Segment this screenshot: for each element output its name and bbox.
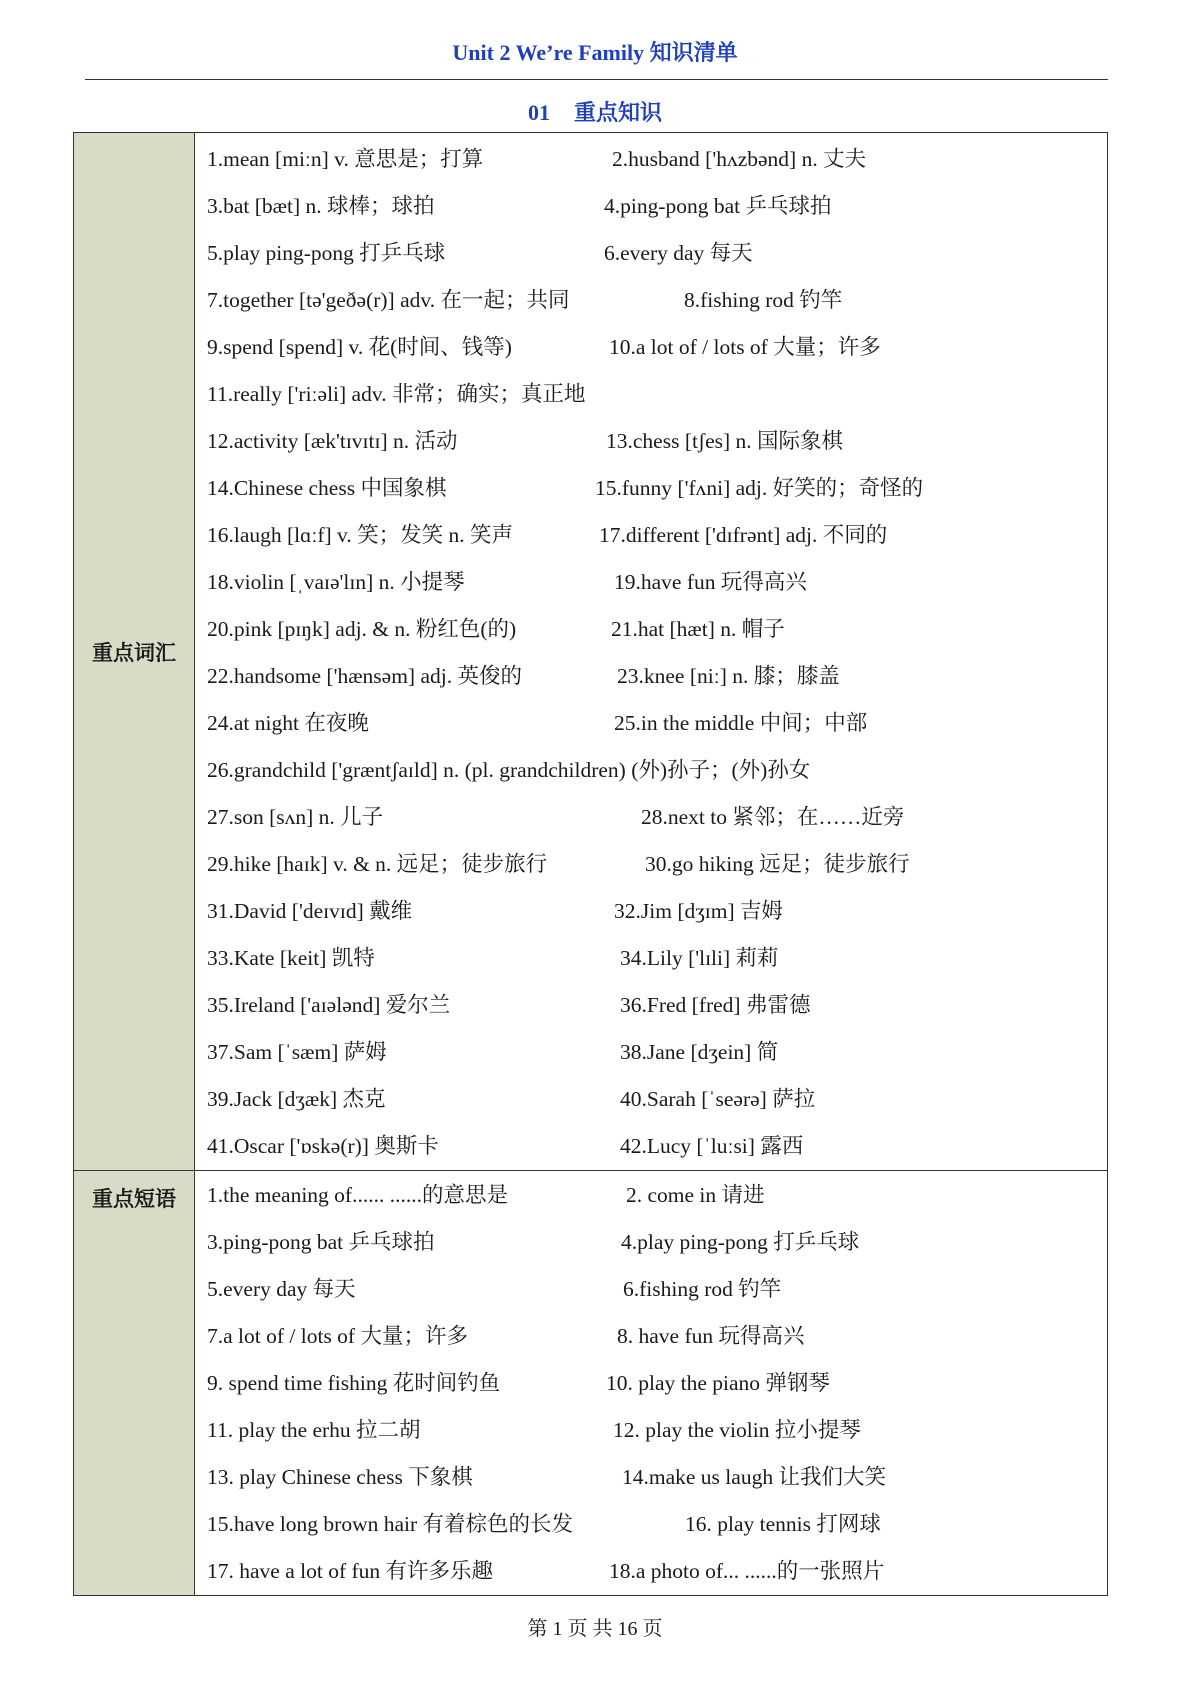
vocab-row (195, 418, 1107, 465)
phrase-row (195, 1313, 1107, 1360)
phrase-item: 14.make us laugh 让我们大笑 (622, 1465, 886, 1489)
vocab-item: 18.violin [ˌvaɪə'lɪn] n. 小提琴 (207, 570, 465, 594)
vocab-row (195, 324, 1107, 371)
vocab-item: 42.Lucy [ˈluːsi] 露西 (620, 1134, 804, 1158)
vocab-item: 13.chess [tʃes] n. 国际象棋 (606, 429, 844, 453)
vocab-item: 22.handsome ['hænsəm] adj. 英俊的 (207, 664, 522, 688)
vocab-item: 10.a lot of / lots of 大量；许多 (609, 335, 881, 359)
vocab-item: 26.grandchild ['græntʃaɪld] n. (pl. grandchildren) (外)孙子；(外)孙女 (207, 758, 811, 782)
phrase-row (195, 1172, 1107, 1219)
vocab-row (195, 982, 1107, 1029)
vocab-item: 37.Sam [ˈsæm] 萨姆 (207, 1040, 387, 1064)
vocab-item: 29.hike [haɪk] v. & n. 远足；徒步旅行 (207, 852, 548, 876)
section-title: 重点知识 (573, 100, 662, 125)
section-heading (0, 96, 1190, 127)
page-number-footer: 第 1 页 共 16 页 (527, 1618, 663, 1640)
vocab-row (195, 277, 1107, 324)
phrase-row (195, 1219, 1107, 1266)
vocab-item: 41.Oscar ['ɒskə(r)] 奥斯卡 (207, 1134, 439, 1158)
vocab-row (195, 700, 1107, 747)
vocab-row (195, 841, 1107, 888)
phrase-item: 3.ping-pong bat 乒乓球拍 (207, 1230, 435, 1254)
phrase-row (195, 1407, 1107, 1454)
vocab-row (195, 1123, 1107, 1170)
vocab-row (195, 794, 1107, 841)
vocab-row (195, 653, 1107, 700)
phrase-item: 7.a lot of / lots of 大量；许多 (207, 1324, 468, 1348)
vocab-row (195, 935, 1107, 982)
vocab-item: 3.bat [bæt] n. 球棒；球拍 (207, 194, 435, 218)
vocab-item: 31.David ['deɪvɪd] 戴维 (207, 899, 413, 923)
phrase-item: 18.a photo of... ......的一张照片 (609, 1559, 885, 1583)
phrase-item: 12. play the violin 拉小提琴 (613, 1418, 861, 1442)
vocab-item: 30.go hiking 远足；徒步旅行 (645, 852, 910, 876)
section-number: 01 (527, 100, 550, 125)
vocab-item: 1.mean [miːn] v. 意思是；打算 (207, 147, 484, 171)
vocab-item: 38.Jane [dʒein] 简 (620, 1040, 779, 1064)
phrase-item: 16. play tennis 打网球 (685, 1512, 881, 1536)
knowledge-table (73, 132, 1108, 1596)
vocab-item: 35.Ireland ['aɪələnd] 爱尔兰 (207, 993, 451, 1017)
vocab-item: 39.Jack [dʒæk] 杰克 (207, 1087, 386, 1111)
vocab-item: 28.next to 紧邻；在……近旁 (641, 805, 905, 829)
vocab-section (74, 133, 1108, 1171)
vocab-item: 27.son [sʌn] n. 儿子 (207, 805, 384, 829)
vocab-row (195, 888, 1107, 935)
document-title: Unit 2 We’re Family 知识清单 (452, 40, 738, 65)
phrase-item: 10. play the piano 弹钢琴 (606, 1371, 830, 1395)
phrase-row (195, 1454, 1107, 1501)
vocab-row (195, 1029, 1107, 1076)
vocab-item: 40.Sarah [ˈseərə] 萨拉 (620, 1087, 816, 1111)
phrase-row (195, 1501, 1107, 1548)
phrase-item: 15.have long brown hair 有着棕色的长发 (207, 1512, 574, 1536)
vocab-row (195, 371, 1107, 418)
vocab-row (195, 747, 1107, 794)
vocab-row (195, 512, 1107, 559)
vocab-item: 8.fishing rod 钓竿 (684, 288, 843, 312)
phrase-item: 5.every day 每天 (207, 1277, 356, 1301)
vocab-category-label: 重点词汇 (74, 133, 195, 1171)
phrase-row (195, 1360, 1107, 1407)
vocab-item: 24.at night 在夜晚 (207, 711, 369, 735)
vocab-item: 20.pink [pɪŋk] adj. & n. 粉红色(的) (207, 617, 517, 641)
vocab-item: 34.Lily ['lɪli] 莉莉 (620, 946, 779, 970)
vocab-item: 16.laugh [lɑːf] v. 笑；发笑 n. 笑声 (207, 523, 514, 547)
vocab-item: 11.really ['riːəli] adv. 非常；确实；真正地 (207, 382, 586, 406)
phrases-list (195, 1171, 1108, 1596)
vocab-row (195, 559, 1107, 606)
vocab-row (195, 465, 1107, 512)
vocab-row (195, 136, 1107, 183)
vocab-list (195, 133, 1108, 1171)
phrase-item: 9. spend time fishing 花时间钓鱼 (207, 1371, 501, 1395)
phrase-row (195, 1548, 1107, 1595)
vocab-item: 6.every day 每天 (604, 241, 753, 265)
vocab-item: 23.knee [niː] n. 膝；膝盖 (617, 664, 840, 688)
vocab-item: 32.Jim [dʒɪm] 吉姆 (614, 899, 783, 923)
vocab-item: 12.activity [æk'tɪvɪtɪ] n. 活动 (207, 429, 458, 453)
vocab-item: 7.together [tə'geðə(r)] adv. 在一起；共同 (207, 288, 570, 312)
vocab-item: 5.play ping-pong 打乒乓球 (207, 241, 446, 265)
phrase-item: 13. play Chinese chess 下象棋 (207, 1465, 473, 1489)
phrase-item: 8. have fun 玩得高兴 (617, 1324, 805, 1348)
vocab-item: 17.different ['dɪfrənt] adj. 不同的 (599, 523, 888, 547)
phrase-item: 4.play ping-pong 打乒乓球 (621, 1230, 860, 1254)
vocab-item: 9.spend [spend] v. 花(时间、钱等) (207, 335, 512, 359)
vocab-item: 15.funny ['fʌni] adj. 好笑的；奇怪的 (595, 476, 924, 500)
phrase-item: 6.fishing rod 钓竿 (623, 1277, 782, 1301)
phrase-item: 1.the meaning of...... ......的意思是 (207, 1183, 508, 1207)
vocab-row (195, 183, 1107, 230)
vocab-row (195, 230, 1107, 277)
vocab-row (195, 606, 1107, 653)
phrase-item: 2. come in 请进 (626, 1183, 765, 1207)
vocab-item: 33.Kate [keit] 凯特 (207, 946, 375, 970)
phrase-row (195, 1266, 1107, 1313)
phrase-item: 17. have a lot of fun 有许多乐趣 (207, 1559, 494, 1583)
vocab-item: 14.Chinese chess 中国象棋 (207, 476, 447, 500)
vocab-item: 19.have fun 玩得高兴 (614, 570, 807, 594)
phrases-category-label: 重点短语 (74, 1171, 195, 1596)
vocab-item: 2.husband ['hʌzbənd] n. 丈夫 (612, 147, 867, 171)
vocab-item: 4.ping-pong bat 乒乓球拍 (604, 194, 832, 218)
vocab-row (195, 1076, 1107, 1123)
phrase-item: 11. play the erhu 拉二胡 (207, 1418, 421, 1442)
title-divider (85, 79, 1108, 80)
vocab-item: 25.in the middle 中间；中部 (614, 711, 868, 735)
vocab-item: 21.hat [hæt] n. 帽子 (611, 617, 785, 641)
phrases-section (74, 1171, 1108, 1596)
vocab-item: 36.Fred [fred] 弗雷德 (620, 993, 811, 1017)
